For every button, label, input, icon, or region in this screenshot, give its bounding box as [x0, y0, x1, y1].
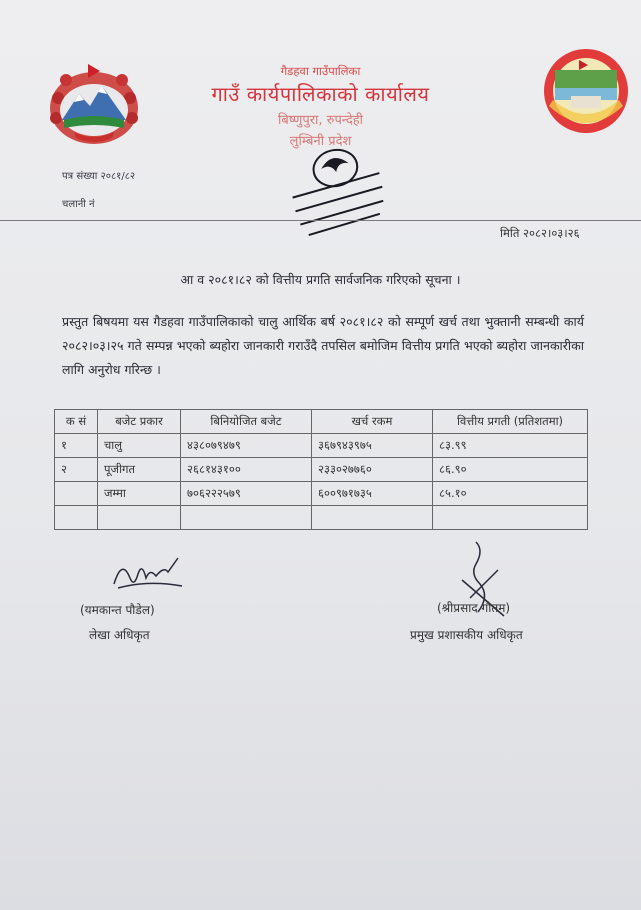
- table-cell: २३३०२७७६०: [312, 458, 433, 482]
- municipality-name: गैडहवा गाउँपालिका: [280, 64, 361, 78]
- table-cell: २६८१४३१००: [181, 458, 312, 482]
- dispatch-number: चलानी नं: [62, 199, 95, 210]
- col-allocated-header: बिनियोजित बजेट: [181, 410, 312, 434]
- table-cell: ८५.१०: [433, 482, 588, 506]
- table-row-empty: [55, 506, 588, 530]
- table-row-total: [55, 482, 588, 506]
- left-signatory-name: (यमकान्त पौडेल): [80, 603, 155, 617]
- letter-number: पत्र संख्या २०८१/८२: [62, 171, 136, 182]
- left-signature-mark: [108, 548, 188, 598]
- office-stamp-icon: [282, 140, 394, 240]
- table-cell: [181, 506, 312, 530]
- table-cell: [55, 506, 98, 530]
- table-cell: [433, 506, 588, 530]
- table-cell: ३६७९४३९७५: [312, 434, 433, 458]
- table-cell: १: [55, 434, 98, 458]
- table-cell: ४३८०७९४७९: [181, 434, 312, 458]
- table-row: [55, 458, 588, 482]
- table-cell: जम्मा: [98, 482, 181, 506]
- notice-body: प्रस्तुत बिषयमा यस गैडहवा गाउँपालिकाको चालु आर्थिक बर्ष २०८१।८२ को सम्पूर्ण खर्च तथा भुक्तानी सम्बन्धी कार्य २०८२।०३।२५ गते सम्पन्न भएको ब्यहोरा जानकारी गराउँदै तपसिल बमोजिम वित्तीय प्रगति भएको ब्यहोरा जानकारीका लागि अनुरोध गरिन्छ ।: [62, 314, 584, 377]
- col-sn-header: क सं: [55, 410, 98, 434]
- table-cell: ८३.९९: [433, 434, 588, 458]
- office-title: गाउँ कार्यपालिकाको कार्यालय: [211, 82, 430, 106]
- letter-date: मिति २०८२।०३।२६: [500, 226, 580, 240]
- table-cell: ७०६२२२५७९: [181, 482, 312, 506]
- col-expense-header: खर्च रकम: [312, 410, 433, 434]
- col-progress-header: वित्तीय प्रगती (प्रतिशतमा): [433, 410, 588, 434]
- office-address: बिष्णुपुरा, रुपन्देही: [277, 113, 364, 128]
- table-cell: [312, 506, 433, 530]
- table-row: [55, 434, 588, 458]
- financial-progress-table: [54, 409, 588, 530]
- right-signatory-name: (श्रीप्रसाद गौतम): [437, 601, 511, 615]
- table-header-row: [55, 410, 588, 434]
- notice-subject: आ व २०८१।८२ को वित्तीय प्रगति सार्वजनिक गरिएको सूचना ।: [180, 272, 461, 287]
- table-cell: २: [55, 458, 98, 482]
- col-budget-type-header: बजेट प्रकार: [98, 410, 181, 434]
- table-cell: [98, 506, 181, 530]
- table-cell: ८६.९०: [433, 458, 588, 482]
- province-name: लुम्बिनी प्रदेश: [289, 134, 352, 149]
- table-cell: [55, 482, 98, 506]
- right-signatory-title: प्रमुख प्रशासकीय अधिकृत: [410, 628, 523, 642]
- table-cell: चालु: [98, 434, 181, 458]
- table-cell: ६००९७१७३५: [312, 482, 433, 506]
- table-cell: पूजीगत: [98, 458, 181, 482]
- left-signatory-title: लेखा अधिकृत: [89, 628, 150, 642]
- header-divider: [0, 220, 641, 221]
